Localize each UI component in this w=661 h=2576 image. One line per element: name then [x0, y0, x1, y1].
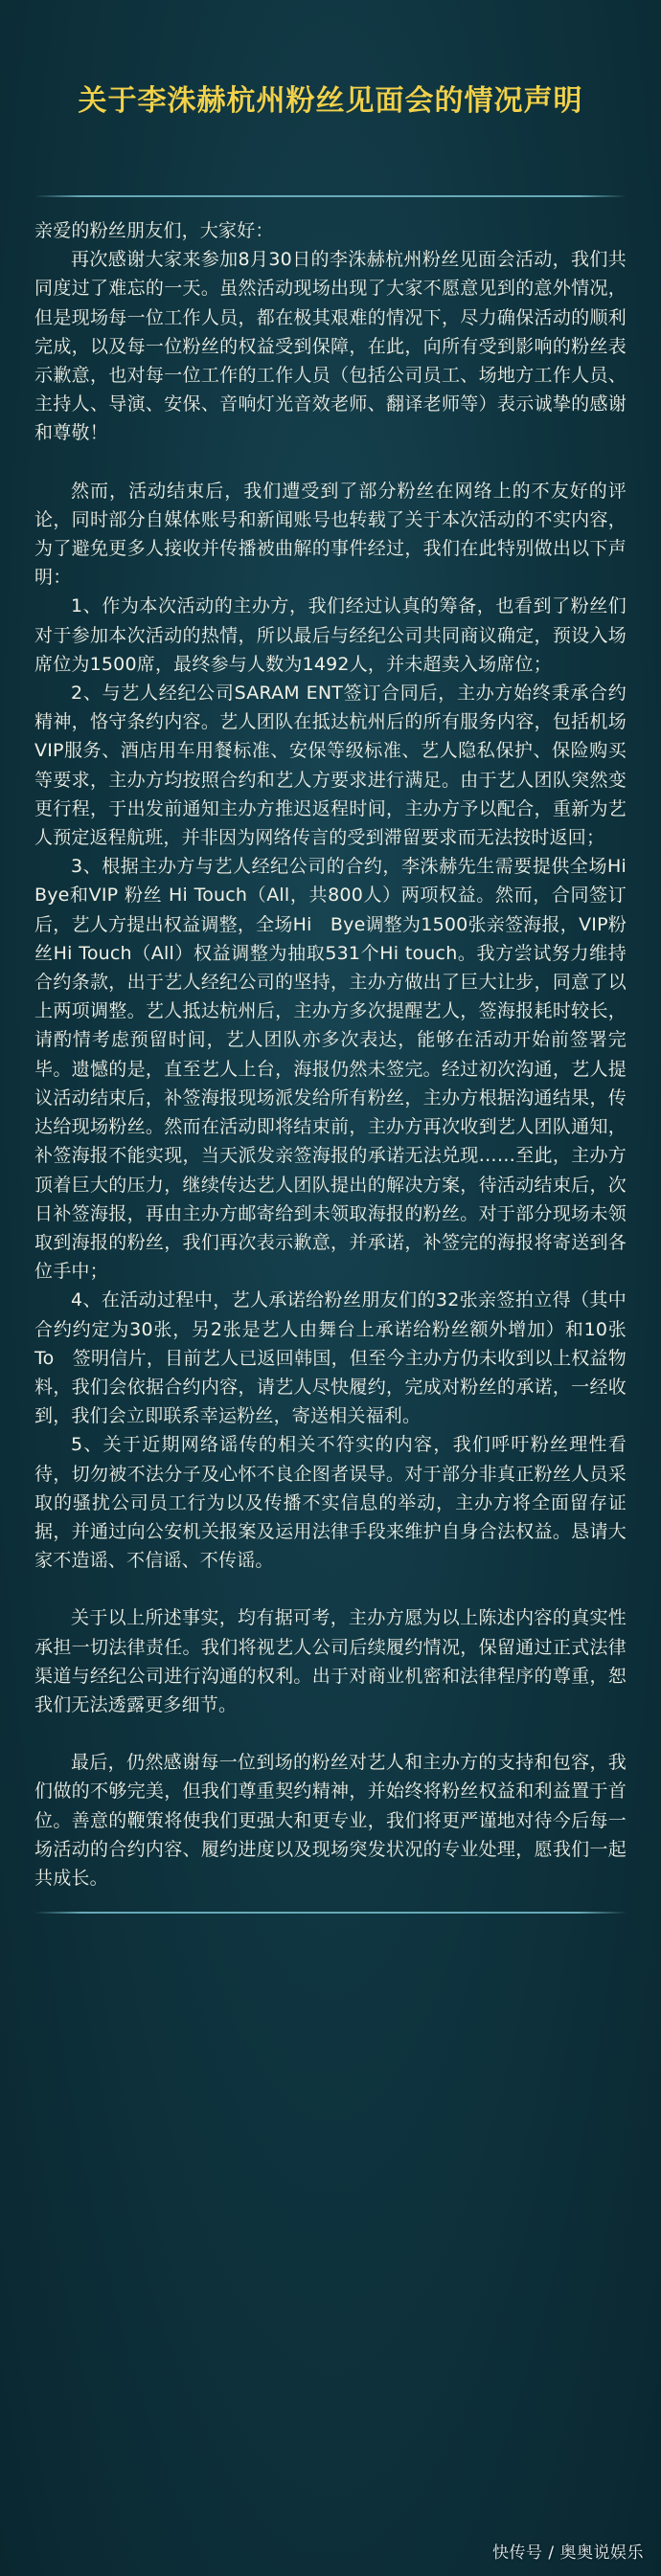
paragraph-point-1: 1、作为本次活动的主办方，我们经过认真的筹备，也看到了粉丝们对于参加本次活动的热情，所以最后与经纪公司共同商议确定，预设入场席位为1500席，最终参与人数为1492人，并未超卖入场席位；	[34, 595, 627, 675]
source-watermark: 快传号 / 奥奥说娱乐	[491, 2543, 644, 2563]
paragraph-legal: 关于以上所述事实，均有据可考，主办方愿为以上陈述内容的真实性承担一切法律责任。我们将视艺人公司后续履约情况，保留通过正式法律渠道与经纪公司进行沟通的权利。出于对商业机密和法律程序的尊重，恕我们无法透露更多细节。	[34, 1607, 627, 1715]
top-divider	[34, 195, 627, 197]
statement-body	[34, 216, 627, 1893]
paragraph-intro: 然而，活动结束后，我们遭受到了部分粉丝在网络上的不友好的评论，同时部分自媒体账号和新闻账号也转载了关于本次活动的不实内容，为了避免更多人接收并传播被曲解的事件经过，我们在此特别做出以下声明：	[34, 480, 627, 589]
paragraph-final-thanks: 最后，仍然感谢每一位到场的粉丝对艺人和主办方的支持和包容，我们做的不够完美，但我们尊重契约精神，并始终将粉丝权益和利益置于首位。善意的鞭策将使我们更强大和更专业，我们将更严谨地对待今后每一场活动的合约内容、履约进度以及现场突发状况的专业处理，愿我们一起共成长。	[34, 1752, 627, 1889]
page-title: 关于李洙赫杭州粉丝见面会的情况声明	[78, 84, 583, 118]
paragraph-point-4: 4、在活动过程中，艺人承诺给粉丝朋友们的32张亲签拍立得（其中合约约定为30张，另2张是艺人由舞台上承诺给粉丝额外增加）和10张To 签明信片，目前艺人已返回韩国，但至今主办方仍未收到以上权益物料，我们会依据合约内容，请艺人尽快履约，完成对粉丝的承诺，一经收到，我们会立即联系幸运粉丝，寄送相关福利。	[34, 1289, 627, 1427]
bottom-divider	[34, 1912, 627, 1914]
paragraph-point-3: 3、根据主办方与艺人经纪公司的合约，李洙赫先生需要提供全场Hi Bye和VIP 粉丝 Hi Touch（All，共800人）两项权益。然而，合同签订后，艺人方提出权益调整，全场Hi Bye调整为1500张亲签海报，VIP粉丝Hi Touch（All）权益调整为抽取531个Hi touch。我方尝试努力维持合约条款，出于艺人经纪公司的坚持，主办方做出了巨大让步，同意了以上两项调整。艺人抵达杭州后，主办方多次提醒艺人，签海报耗时较长，请酌情考虑预留时间，艺人团队亦多次表达，能够在活动开始前签署完毕。遗憾的是，直至艺人上台，海报仍然未签完。经过初次沟通，艺人提议活动结束后，补签海报现场派发给所有粉丝，主办方根据沟通结果，传达给现场粉丝。然而在活动即将结束前，主办方再次收到艺人团队通知，补签海报不能实现，当天派发亲签海报的承诺无法兑现……至此，主办方顶着巨大的压力，继续传达艺人团队提出的解决方案，待活动结束后，次日补签海报，再由主办方邮寄给到未领取海报的粉丝。对于部分现场未领取到海报的粉丝，我们再次表示歉意，并承诺，补签完的海报将寄送到各位手中；	[34, 856, 627, 1283]
greeting: 亲爱的粉丝朋友们，大家好：	[34, 220, 274, 241]
paragraph-point-2: 2、与艺人经纪公司SARAM ENT签订合同后，主办方始终秉承合约精神，恪守条约内容。艺人团队在抵达杭州后的所有服务内容，包括机场VIP服务、酒店用车用餐标准、安保等级标准、艺人隐私保护、保险购买等要求，主办方均按照合约和艺人方要求进行满足。由于艺人团队突然变更行程，于出发前通知主办方推迟返程时间，主办方予以配合，重新为艺人预定返程航班，并非因为网络传言的受到滞留要求而无法按时返回；	[34, 683, 627, 849]
paragraph-thanks: 再次感谢大家来参加8月30日的李洙赫杭州粉丝见面会活动，我们共同度过了难忘的一天。虽然活动现场出现了大家不愿意见到的意外情况，但是现场每一位工作人员，都在极其艰难的情况下，尽力确保活动的顺利完成，以及每一位粉丝的权益受到保障，在此，向所有受到影响的粉丝表示歉意，也对每一位工作的工作人员（包括公司员工、场地方工作人员、主持人、导演、安保、音响灯光音效老师、翻译老师等）表示诚挚的感谢和尊敬！	[34, 249, 627, 444]
paragraph-point-5: 5、关于近期网络谣传的相关不符实的内容，我们呼吁粉丝理性看待，切勿被不法分子及心怀不良企图者误导。对于部分非真正粉丝人员采取的骚扰公司员工行为以及传播不实信息的举动，主办方将全面留存证据，并通过向公安机关报案及运用法律手段来维护自身合法权益。恳请大家不造谣、不信谣、不传谣。	[34, 1434, 627, 1572]
